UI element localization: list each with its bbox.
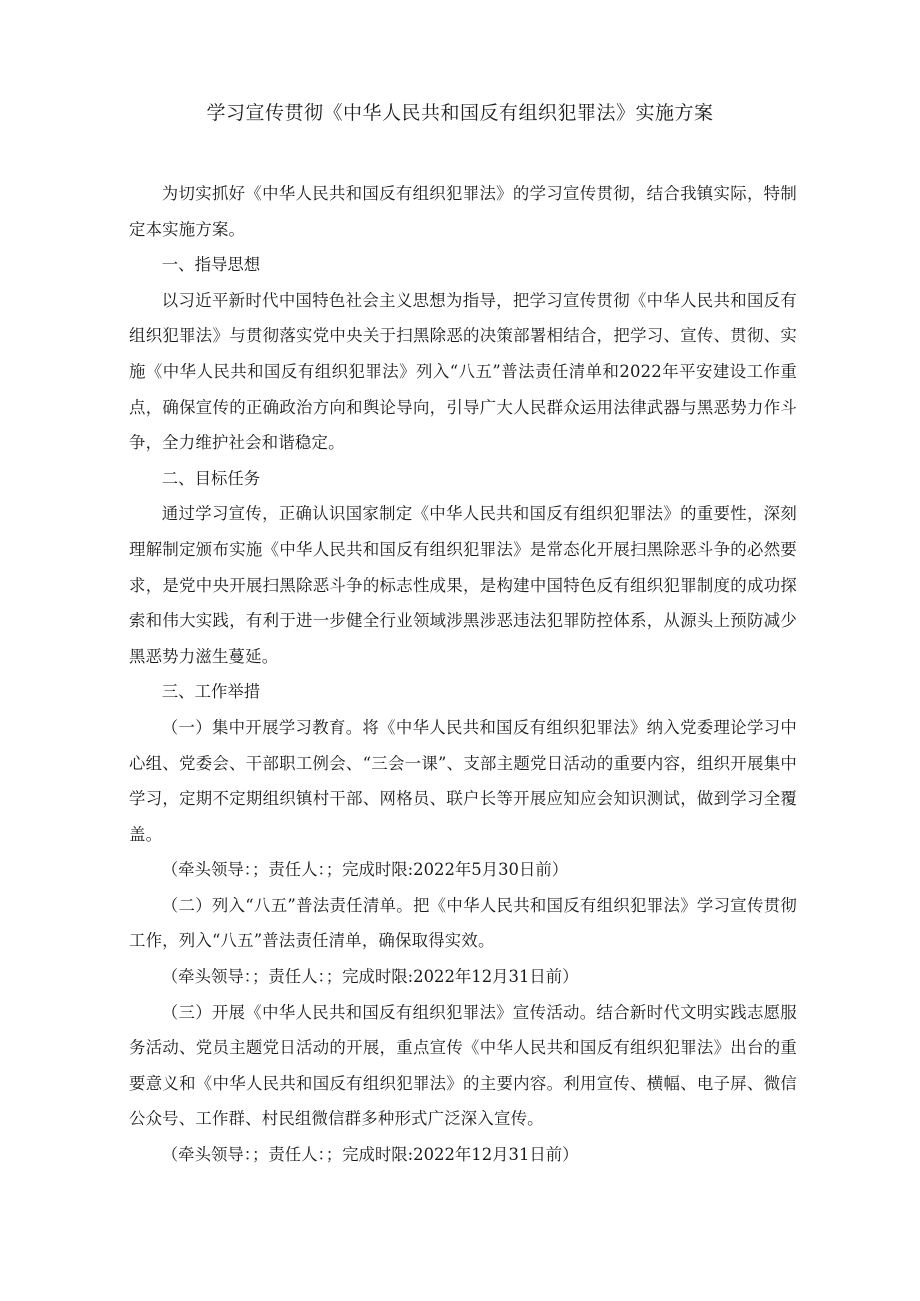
measure-item-1-responsibility: （牵头领导：；责任人：；完成时限:2022年5月30日前） [161,860,569,880]
measure-item-3: （三）开展《中华人民共和国反有组织犯罪法》宣传活动。结合新时代文明实践志愿服务活动、党员主题党日活动的开展，重点宣传《中华人民共和国反有组织犯罪法》出台的重要意义和《中华人民共和国反有组织犯罪法》的主要内容。利用宣传、横幅、电子屏、微信公众号、工作群、村民组微信群多种形式广泛深入宣传。 [129,1002,797,1129]
section-body-objectives: 通过学习宣传，正确认识国家制定《中华人民共和国反有组织犯罪法》的重要性，深刻理解制定颁布实施《中华人民共和国反有组织犯罪法》是常态化开展扫黑除恶斗争的必然要求，是党中央开展扫黑除恶斗争的标志性成果，是构建中国特色反有组织犯罪制度的成功探索和伟大实践，有利于进一步健全行业领域涉黑涉恶违法犯罪防控体系，从源头上预防减少黑恶势力滋生蔓延。 [129,504,797,666]
section-heading-measures: 三、工作举措 [161,682,261,702]
section-heading-objectives: 二、目标任务 [161,468,261,488]
measure-item-1: （一）集中开展学习教育。将《中华人民共和国反有组织犯罪法》纳入党委理论学习中心组、党委会、干部职工例会、“三会一课”、支部主题党日活动的重要内容，组织开展集中学习，定期不定期组织镇村干部、网格员、联户长等开展应知应会知识测试，做到学习全覆盖。 [129,717,797,844]
document-body [129,176,797,1173]
document-title: 学习宣传贯彻《中华人民共和国反有组织犯罪法》实施方案 [206,102,714,124]
measure-item-2-responsibility: （牵头领导：；责任人：；完成时限:2022年12月31日前） [161,967,579,987]
section-heading-guiding-ideology: 一、指导思想 [161,255,261,275]
section-body-guiding-ideology: 以习近平新时代中国特色社会主义思想为指导，把学习宣传贯彻《中华人民共和国反有组织犯罪法》与贯彻落实党中央关于扫黑除恶的决策部署相结合，把学习、宣传、贯彻、实施《中华人民共和国反有组织犯罪法》列入“八五”普法责任清单和2022年平安建设工作重点，确保宣传的正确政治方向和舆论导向，引导广大人民群众运用法律武器与黑恶势力作斗争，全力维护社会和谐稳定。 [129,290,797,453]
measure-item-3-responsibility: （牵头领导：；责任人：；完成时限:2022年12月31日前） [161,1145,579,1165]
intro-paragraph: 为切实抓好《中华人民共和国反有组织犯罪法》的学习宣传贯彻，结合我镇实际，特制定本实施方案。 [129,184,797,239]
measure-item-2: （二）列入“八五”普法责任清单。把《中华人民共和国反有组织犯罪法》学习宣传贯彻工作，列入“八五”普法责任清单，确保取得实效。 [129,895,797,951]
